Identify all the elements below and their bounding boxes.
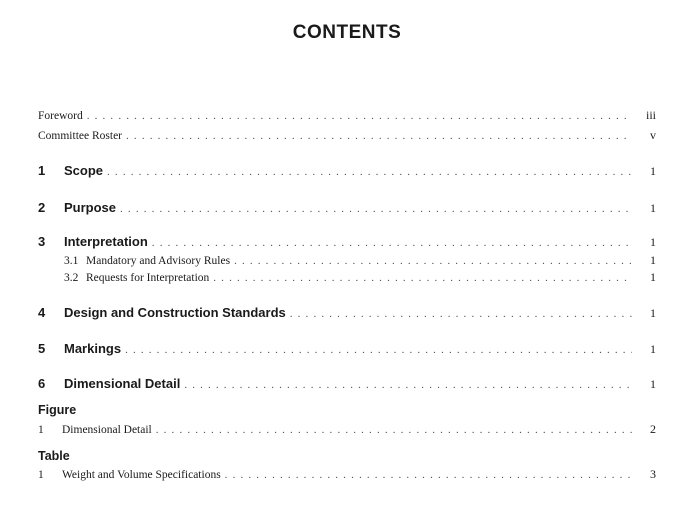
- toc-page-number: 1: [650, 253, 656, 267]
- toc-section-title: Design and Construction Standards: [64, 305, 286, 320]
- toc-entry-subsection-3-1[interactable]: [64, 253, 656, 268]
- toc-page-number: 3: [650, 467, 656, 481]
- toc-table-title: Weight and Volume Specifications: [62, 469, 221, 481]
- toc-entry-subsection-3-2[interactable]: [64, 270, 656, 285]
- toc-entry-foreword[interactable]: [38, 108, 656, 123]
- dot-leader: [290, 308, 632, 320]
- toc-subsection-title: Requests for Interpretation: [86, 272, 210, 284]
- toc-entry-section-3[interactable]: [38, 234, 656, 250]
- toc-page-number: v: [650, 128, 656, 142]
- dot-leader: [213, 272, 632, 284]
- toc-entry-section-6[interactable]: [38, 376, 656, 392]
- toc-page-number: 1: [650, 201, 656, 215]
- dot-leader: [126, 130, 632, 142]
- dot-leader: [107, 166, 632, 178]
- toc-entry-label: Foreword: [38, 110, 83, 122]
- dot-leader: [152, 237, 632, 249]
- toc-figure-title: Dimensional Detail: [62, 424, 152, 436]
- toc-section-title: Scope: [64, 163, 104, 178]
- toc-page-number: 1: [650, 270, 656, 284]
- toc-figure-number: 1: [38, 424, 44, 436]
- toc-subsection-number: 3.2: [64, 272, 79, 284]
- toc-entry-section-1[interactable]: [38, 163, 656, 179]
- toc-section-number: 6: [38, 376, 46, 391]
- dot-leader: [120, 203, 632, 215]
- toc-section-title: Dimensional Detail: [64, 376, 181, 391]
- dot-leader: [234, 255, 632, 267]
- toc-section-number: 1: [38, 163, 46, 178]
- toc-entry-section-5[interactable]: [38, 341, 656, 357]
- toc-entry-section-4[interactable]: [38, 305, 656, 321]
- table-list-heading: Table: [38, 449, 70, 463]
- toc-subsection-number: 3.1: [64, 255, 79, 267]
- toc-page-number: 1: [650, 342, 656, 356]
- toc-section-number: 2: [38, 200, 46, 215]
- dot-leader: [225, 469, 632, 481]
- dot-leader: [87, 110, 632, 122]
- dot-leader: [125, 344, 632, 356]
- toc-page-number: iii: [645, 108, 656, 122]
- dot-leader: [156, 424, 632, 436]
- toc-page-number: 1: [650, 306, 656, 320]
- dot-leader: [184, 379, 632, 391]
- toc-entry-label: Committee Roster: [38, 130, 123, 142]
- toc-section-title: Markings: [64, 341, 122, 356]
- toc-section-title: Interpretation: [64, 234, 148, 249]
- toc-table-number: 1: [38, 469, 44, 481]
- toc-section-number: 3: [38, 234, 46, 249]
- toc-subsection-title: Mandatory and Advisory Rules: [86, 255, 231, 267]
- toc-section-number: 5: [38, 341, 46, 356]
- toc-entry-table-1[interactable]: [38, 467, 656, 482]
- page-title: CONTENTS: [292, 22, 402, 43]
- figure-list-heading: Figure: [38, 403, 77, 417]
- toc-page-number: 1: [650, 377, 656, 391]
- toc-page-number: 1: [650, 164, 656, 178]
- toc-entry-section-2[interactable]: [38, 200, 656, 216]
- toc-entry-committee-roster[interactable]: [38, 128, 656, 143]
- toc-page-number: 1: [650, 235, 656, 249]
- toc-entry-figure-1[interactable]: [38, 422, 656, 437]
- toc-section-title: Purpose: [64, 200, 117, 215]
- toc-section-number: 4: [38, 305, 46, 320]
- toc-page-number: 2: [650, 422, 656, 436]
